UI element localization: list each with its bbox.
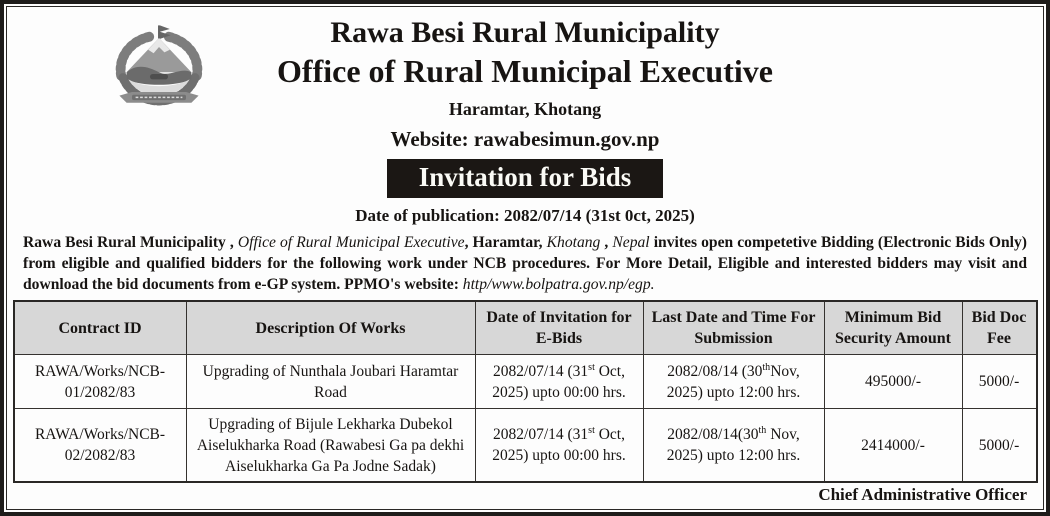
cell-security-amount: 2414000/- <box>824 409 962 483</box>
location-line: Haramtar, Khotang <box>448 99 602 119</box>
col-header-submission-date: Last Date and Time For Submission <box>643 301 824 355</box>
municipality-title: Rawa Besi Rural Municipality <box>330 16 720 49</box>
submission-date-text: 2082/08/14(30 <box>667 426 759 443</box>
cell-doc-fee: 5000/- <box>962 355 1037 409</box>
table-header-row <box>14 301 1037 355</box>
banner-wrap <box>7 159 1043 198</box>
cell-description: Upgrading of Bijule Lekharka Dubekol Aiselukharka Road (Rawabesi Ga pa dekhi Aiselukharka Ga Pa Jodne Sadak) <box>186 409 475 483</box>
intro-part-6: Nepal <box>612 234 650 251</box>
intro-part-8-url: http/www.bolpatra.gov.np/egp. <box>462 276 655 293</box>
col-header-invitation-date: Date of Invitation for E-Bids <box>475 301 643 355</box>
cell-submission-date <box>643 409 824 483</box>
cell-description: Upgrading of Nunthala Joubari Haramtar Road <box>186 355 475 409</box>
intro-part-3: , Haramtar, <box>464 234 547 251</box>
submission-date-text: 2082/08/14 (30 <box>667 362 763 380</box>
signatory-line: Chief Administrative Officer <box>818 485 1027 504</box>
col-header-contract-id: Contract ID <box>14 301 187 355</box>
office-title: Office of Rural Municipal Executive <box>277 53 773 89</box>
cell-doc-fee: 5000/- <box>962 409 1037 483</box>
ordinal-suffix: th <box>762 361 771 373</box>
invitation-date-text-cont: Oct, 2025) upto 00:00 hrs. <box>492 426 626 464</box>
cell-contract-id: RAWA/Works/NCB-01/2082/83 <box>14 355 187 409</box>
ordinal-suffix: th <box>758 424 767 436</box>
cell-invitation-date <box>475 409 643 483</box>
table-row <box>14 355 1037 409</box>
website-line: Website: rawabesimun.gov.np <box>390 127 660 151</box>
nepal-coat-of-arms-icon <box>105 19 213 111</box>
intro-part-2: Office of Rural Municipal Executive <box>237 234 465 251</box>
col-header-doc-fee: Bid Doc Fee <box>962 301 1037 355</box>
cell-invitation-date <box>475 355 643 409</box>
page-inner-border <box>6 6 1044 510</box>
cell-submission-date <box>643 355 824 409</box>
intro-paragraph <box>23 232 1027 295</box>
intro-part-4: Khotang <box>546 234 605 251</box>
invitation-date-text: 2082/07/14 (31 <box>493 362 589 380</box>
submission-date-text-cont: Nov, 2025) upto 12:00 hrs. <box>666 362 801 401</box>
bids-table <box>13 300 1038 483</box>
intro-part-5: , <box>604 234 613 251</box>
invitation-date-text-cont: Oct, 2025) upto 00:00 hrs. <box>492 362 626 401</box>
ordinal-suffix: st <box>588 424 595 436</box>
cell-contract-id: RAWA/Works/NCB-02/2082/83 <box>14 409 187 483</box>
publication-date: Date of publication: 2082/07/14 (31st 0ct, 2025) <box>355 206 695 225</box>
cell-security-amount: 495000/- <box>824 355 962 409</box>
invitation-banner: Invitation for Bids <box>387 159 664 198</box>
col-header-security-amount: Minimum Bid Security Amount <box>824 301 962 355</box>
invitation-date-text: 2082/07/14 (31 <box>493 426 589 443</box>
intro-part-1: Rawa Besi Rural Municipality , <box>23 234 238 251</box>
submission-date-text-cont: Nov, 2025) upto 12:00 hrs. <box>666 426 801 464</box>
table-row <box>14 409 1037 483</box>
col-header-description: Description Of Works <box>186 301 475 355</box>
ordinal-suffix: st <box>588 361 595 373</box>
intro-part-7: invites open competetive Bidding (Electronic Bids Only) from eligible and qualified bidders for the following work under NCB procedures. For More Detail, Eligible and interested bidders may visit and download the bid documents from e-GP system. PPMO's website: <box>23 234 1027 293</box>
